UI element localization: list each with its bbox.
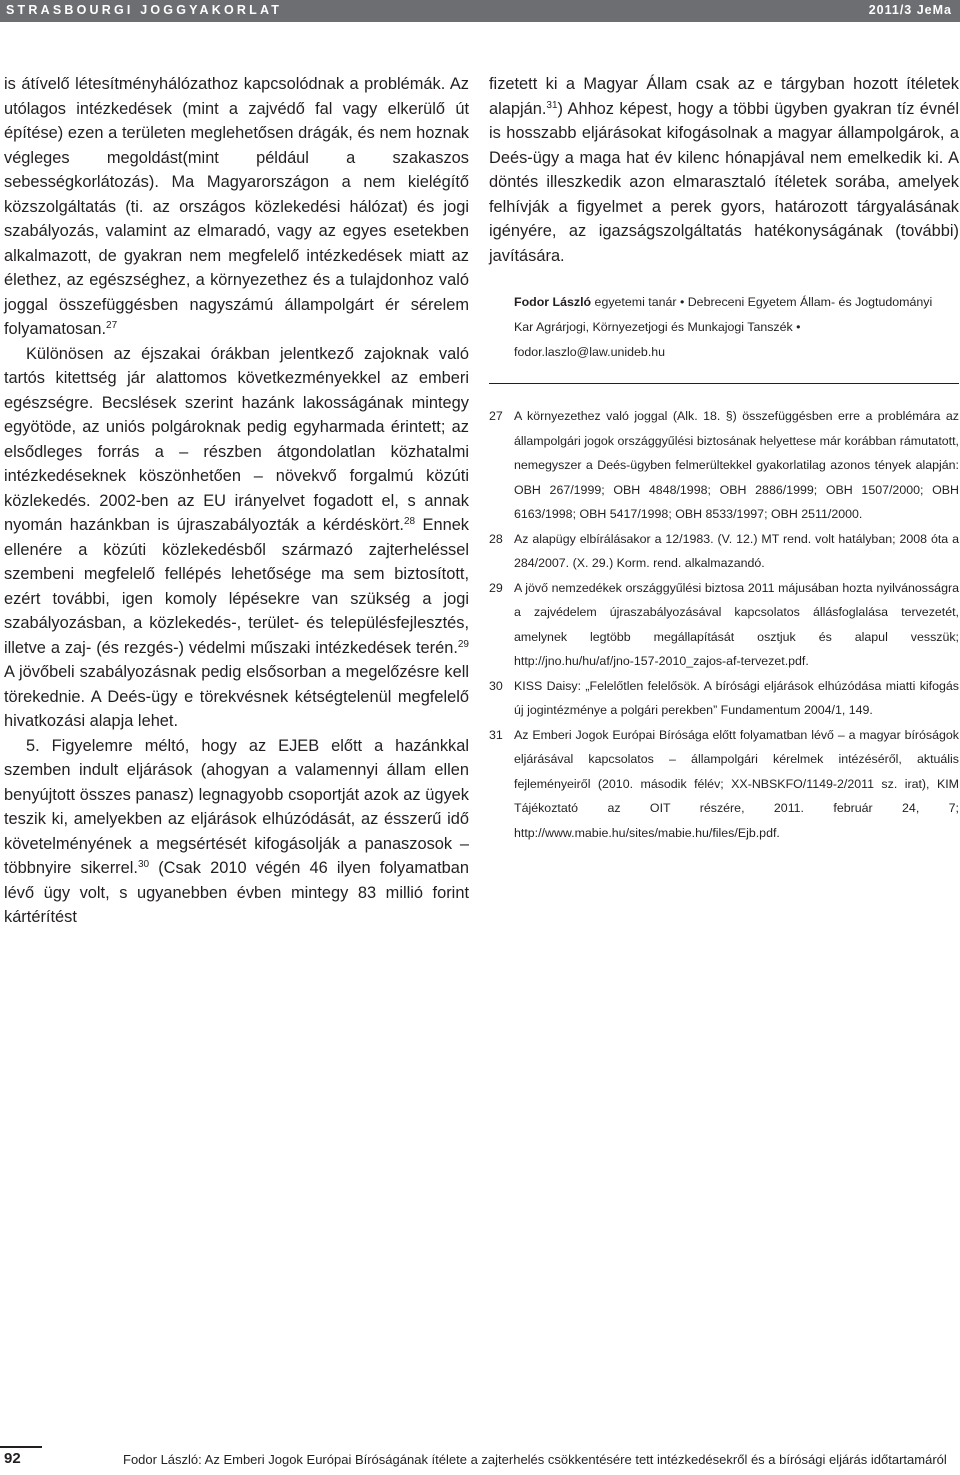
footnote-divider <box>489 383 959 384</box>
author-affiliation: egyetemi tanár • Debreceni Egyetem Állam- és Jogtudományi Kar Agrárjogi, Környezetjogi és Munkajogi Tanszék • fodor.laszlo@law.unideb.hu <box>514 295 933 359</box>
footnote-28 <box>489 527 959 576</box>
footnote-27 <box>489 404 959 527</box>
footnote-number: 30 <box>489 678 503 693</box>
footnote-text: A jövő nemzedékek országgyűlési biztosa 2011 májusában hozta nyilvánosságra a zajvédelem újraszabályozásával kapcsolatos állásfoglalása tervezetét, amelynek legtöbb megállapítását osztjuk és alapul vesszük; http://jno.hu/hu/af/jno-157-2010_zajos-af-tervezet.pdf. <box>514 580 959 668</box>
paragraph-3: 5. Figyelemre méltó, hogy az EJEB előtt a hazánkkal szemben indult eljárások (ahogyan a valamennyi állam ellen benyújtott összes panasz) legnagyobb csoportját azok az ügyek teszik ki, amelyekben az eljárások elhúzódását, az ésszerű idő követelményének a megsértését kifogásolják a panaszosok – többnyire sikerrel.$^{30}$ (Csak 2010 végén 46 ilyen folyamatban lévő ügy volt, s ugyanebben évben mintegy 83 millió forint kártérítést <box>4 736 469 926</box>
footnote-31 <box>489 723 959 846</box>
footnote-ref-31: 31 <box>546 99 558 111</box>
footnote-30 <box>489 674 959 723</box>
footer-divider <box>0 1446 42 1448</box>
footnote-text: KISS Daisy: „Felelőtlen felelősök. A bírósági eljárások elhúzódása miatti kifogás új jogintézménye a polgári perekben” Fundamentum 2004/1, 149. <box>514 678 959 717</box>
footnote-text: Az alapügy elbírálásakor a 12/1983. (V. 12.) MT rend. volt hatályban; 2008 óta a 284/2007. (X. 29.) Korm. rend. alkalmazandó. <box>514 531 959 570</box>
author-info <box>514 290 954 365</box>
footnote-text: Az Emberi Jogok Európai Bírósága előtt folyamatban lévő – a magyar bíróságok eljárásával kapcsolatos – állampolgári kérelmek intézéséről, aktuális fejleményeiről (2010. második félév; XX-NBSKFO/1149-2/2011 sz. irat), KIM Tájékoztató az OIT részére, 2011. február 24, 7; http://www.mabie.hu/sites/mabie.hu/files/Ejb.pdf. <box>514 727 959 840</box>
paragraph-continued: fizetett ki a Magyar Állam csak az e tárgyban hozott ítéletek alapján.$^{31}$) Ahhoz képest, hogy a többi ügyben gyakran tíz évnél is hosszabb eljárásokat kifogásolnak a magyar állampolgárok, a Deés-ügy a maga hat év kilenc hónapjával nem emelkedik ki. A döntés illeszkedik azon elmarasztaló ítéletek sorába, amelyek felhívják a figyelmet a perek gyors, határozott tárgyalásának igényére, az igazságszolgáltatás hatékonyságának (további) javítására. <box>489 75 959 265</box>
footnote-ref-27: 27 <box>106 320 118 331</box>
journal-title: STRASBOURGI JOGGYAKORLAT <box>6 3 283 17</box>
footnote-number: 28 <box>489 531 503 546</box>
footnote-text: A környezethez való joggal (Alk. 18. §) összefüggésben erre a problémára az állampolgári jogok országgyűlési biztosának helyettese már korábban rámutatott, nemegyszer a Deés-ügyben felmerültekkel gyakorlatilag azonos tények alapján: OBH 267/1999; OBH 4848/1998; OBH 2886/1999; OBH 1507/2000; OBH 6163/1998; OBH 5417/1998; OBH 8533/1997; OBH 2511/2000. <box>514 409 959 521</box>
running-header <box>0 0 960 22</box>
left-column <box>4 72 469 930</box>
footnotes <box>489 404 959 845</box>
footnote-number: 31 <box>489 727 503 742</box>
paragraph-2: Különösen az éjszakai órákban jelentkező zajoknak való tartós kitettség jár alattomos következményekkel az emberi egészségre. Becslések szerint hazánk lakosságának mintegy egyötöde, az uniós polgároknak pedig egyharmada érintett; az elsődleges forrás a – részben átgondolatlan közhatalmi intézkedéseknek köszönhetően – növekvő forgalmú közúti közlekedés. 2002-ben az EU irányelvet fogadott el, s annak nyomán hazánkban is újraszabályozták a kérdéskört.$^{28}$ Ennek ellenére a közúti közlekedésből származó zajterheléssel szembeni megfelelő fellépés lehetősége ma sem biztosított, ezért további, igen komoly lépésekre van szükség a jogi szabályozásban, a közlekedés-, terület- és településfejlesztés, illetve a zaj- (és rezgés-) védelmi műszaki intézkedések terén.$^{29}$ A jövőbeli szabályozásnak pedig elsősorban a megelőzésre kell törekednie. A Deés-ügy e törekvésnek kétségtelenül megfelelő hivatkozási alapja lehet. <box>4 344 470 730</box>
footnote-ref-29: 29 <box>457 638 469 650</box>
right-column <box>489 72 959 268</box>
running-footer: Fodor László: Az Emberi Jogok Európai Bíróságának ítélete a zajterhelés csökkentésére tett intézkedésekről és a bírósági eljárás időtartamáról <box>123 1452 947 1467</box>
footnote-ref-30: 30 <box>137 859 150 870</box>
author-name: Fodor László <box>514 295 592 309</box>
issue-label: 2011/3 JeMa <box>868 3 952 17</box>
footnote-29 <box>489 576 959 674</box>
footnote-number: 29 <box>489 580 503 595</box>
footnote-ref-28: 28 <box>403 516 416 527</box>
page-number: 92 <box>4 1450 21 1467</box>
paragraph-1: is átívelő létesítményhálózathoz kapcsolódnak a problémák. Az utólagos intézkedések (mint a zajvédő fal vagy elkerülő út építése) ezen a területen meglehetősen drágák, és nem hoznak végleges megoldást(mint például a szakaszos sebességkorlátozás). Ma Magyarországon a nem kielégítő közszolgáltatás (ti. az országos közlekedési hálózat) és jogi szabályozás, valamint az elmaradó, vagy az egyes esetekben alkalmazott, de gyakran nem megfelelő intézkedések miatt az élethez, az egészséghez, a környezethez és a tulajdonhoz való joggal összefüggésben nagyszámú állampolgárt ér sérelem folyamatosan.$^{27}$ <box>4 75 469 338</box>
footnote-number: 27 <box>489 409 503 423</box>
